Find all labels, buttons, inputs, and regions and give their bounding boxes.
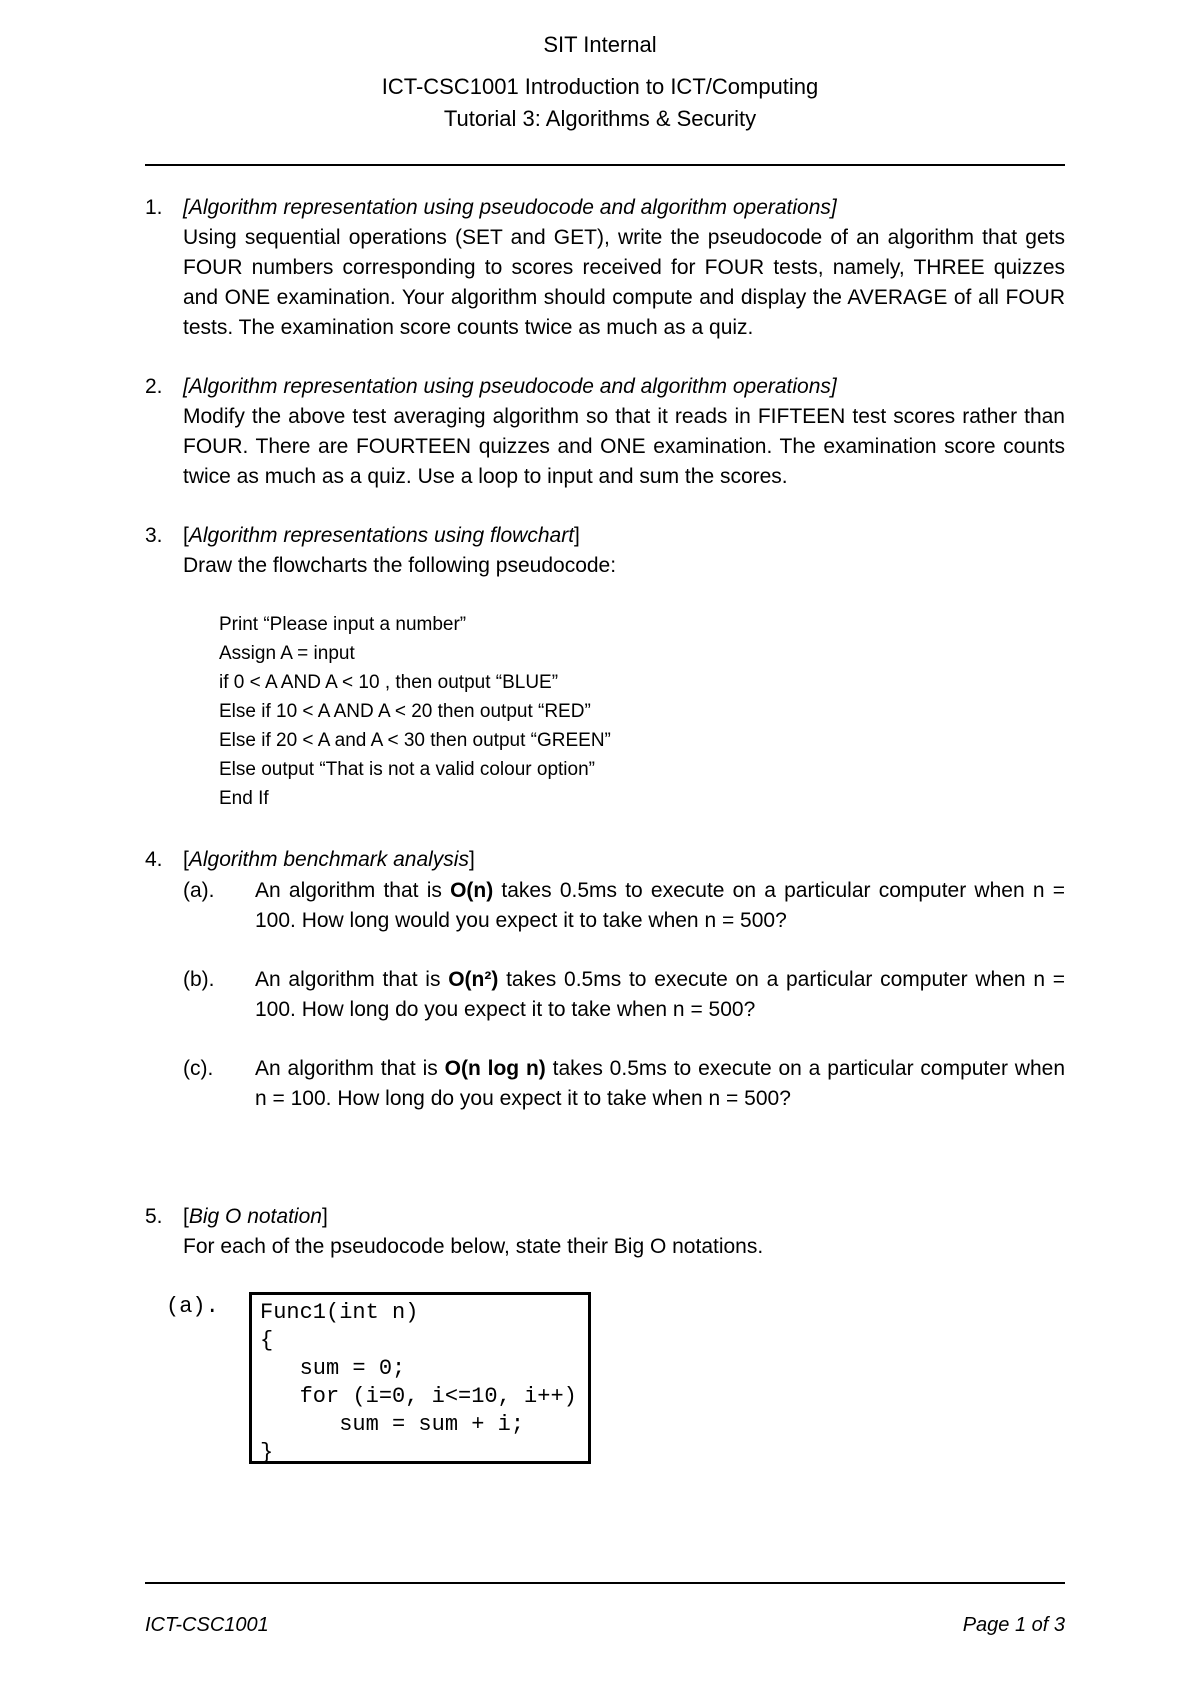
- question-topic: [Algorithm representation using pseudocode and algorithm operations]: [183, 375, 837, 398]
- pseudocode-line: Print “Please input a number”: [219, 614, 467, 635]
- code-line: Func1(int n): [260, 1300, 419, 1325]
- question-text: For each of the pseudocode below, state their Big O notations.: [183, 1235, 764, 1258]
- pseudocode-line: Else output “That is not a valid colour option”: [219, 759, 595, 780]
- code-line: sum = sum + i;: [260, 1412, 525, 1437]
- question-topic: [Algorithm representation using pseudocode and algorithm operations]: [183, 196, 837, 219]
- sub-question-text: An algorithm that is O(n log n) takes 0.5ms to execute on a particular computer when n = 100. How long do you expect it to take when n = 500?: [255, 1057, 1065, 1110]
- course-title: ICT-CSC1001 Introduction to ICT/Computing: [381, 74, 819, 99]
- sub-question-label: (c).: [183, 1057, 214, 1080]
- question-text: Draw the flowcharts the following pseudocode:: [183, 554, 617, 577]
- classification-label: SIT Internal: [543, 32, 657, 57]
- question-4a: [183, 876, 1065, 936]
- pseudocode-line: Assign A = input: [219, 643, 355, 664]
- question-4: [145, 845, 1065, 875]
- pseudocode-line: Else if 20 < A and A < 30 then output “GREEN”: [219, 730, 611, 751]
- pseudocode-line: Else if 10 < A AND A < 20 then output “RED”: [219, 701, 591, 722]
- question-4c: [183, 1054, 1065, 1114]
- question-number: 2.: [145, 375, 163, 398]
- question-topic: [Algorithm benchmark analysis]: [183, 848, 475, 871]
- question-3: [145, 521, 1065, 581]
- pseudocode-block: [219, 610, 611, 813]
- question-4b: [183, 965, 1065, 1025]
- question-number: 1.: [145, 196, 163, 219]
- pseudocode-line: End If: [219, 788, 269, 809]
- header-divider: [145, 164, 1065, 166]
- question-1: [145, 193, 1065, 343]
- question-text: Modify the above test averaging algorithm so that it reads in FIFTEEN test scores rather than FOUR. There are FOURTEEN quizzes and ONE examination. The examination score counts twice as much as a quiz. Use a loop to input and sum the scores.: [183, 405, 1065, 488]
- question-text: Using sequential operations (SET and GET), write the pseudocode of an algorithm that gets FOUR numbers corresponding to scores received for FOUR tests, namely, THREE quizzes and ONE examination. Your algorithm should compute and display the AVERAGE of all FOUR tests. The examination score counts twice as much as a quiz.: [183, 226, 1065, 339]
- code-line: }: [260, 1440, 274, 1465]
- page-number: Page 1 of 3: [962, 1614, 1065, 1636]
- code-label: (a).: [166, 1294, 219, 1319]
- sub-question-label: (b).: [183, 968, 215, 991]
- question-number: 4.: [145, 848, 163, 871]
- sub-question-label: (a).: [183, 879, 215, 902]
- tutorial-title: Tutorial 3: Algorithms & Security: [443, 106, 757, 131]
- question-5: [145, 1202, 1065, 1262]
- sub-question-text: An algorithm that is O(n²) takes 0.5ms to execute on a particular computer when n = 100. How long do you expect it to take when n = 500?: [255, 968, 1065, 1021]
- pseudocode-line: if 0 < A AND A < 10 , then output “BLUE”: [219, 672, 559, 693]
- code-line: {: [260, 1328, 274, 1353]
- question-number: 5.: [145, 1205, 163, 1228]
- code-line: sum = 0;: [260, 1356, 406, 1381]
- question-2: [145, 372, 1065, 492]
- footer-course-code: ICT-CSC1001: [145, 1614, 269, 1636]
- sub-question-text: An algorithm that is O(n) takes 0.5ms to execute on a particular computer when n = 100. How long would you expect it to take when n = 500?: [255, 879, 1065, 932]
- question-number: 3.: [145, 524, 163, 547]
- code-line: for (i=0, i<=10, i++): [260, 1384, 577, 1409]
- question-topic: [Big O notation]: [183, 1205, 328, 1228]
- footer-divider: [145, 1582, 1065, 1584]
- question-topic: [Algorithm representations using flowchart]: [183, 524, 580, 547]
- code-box: [249, 1292, 591, 1464]
